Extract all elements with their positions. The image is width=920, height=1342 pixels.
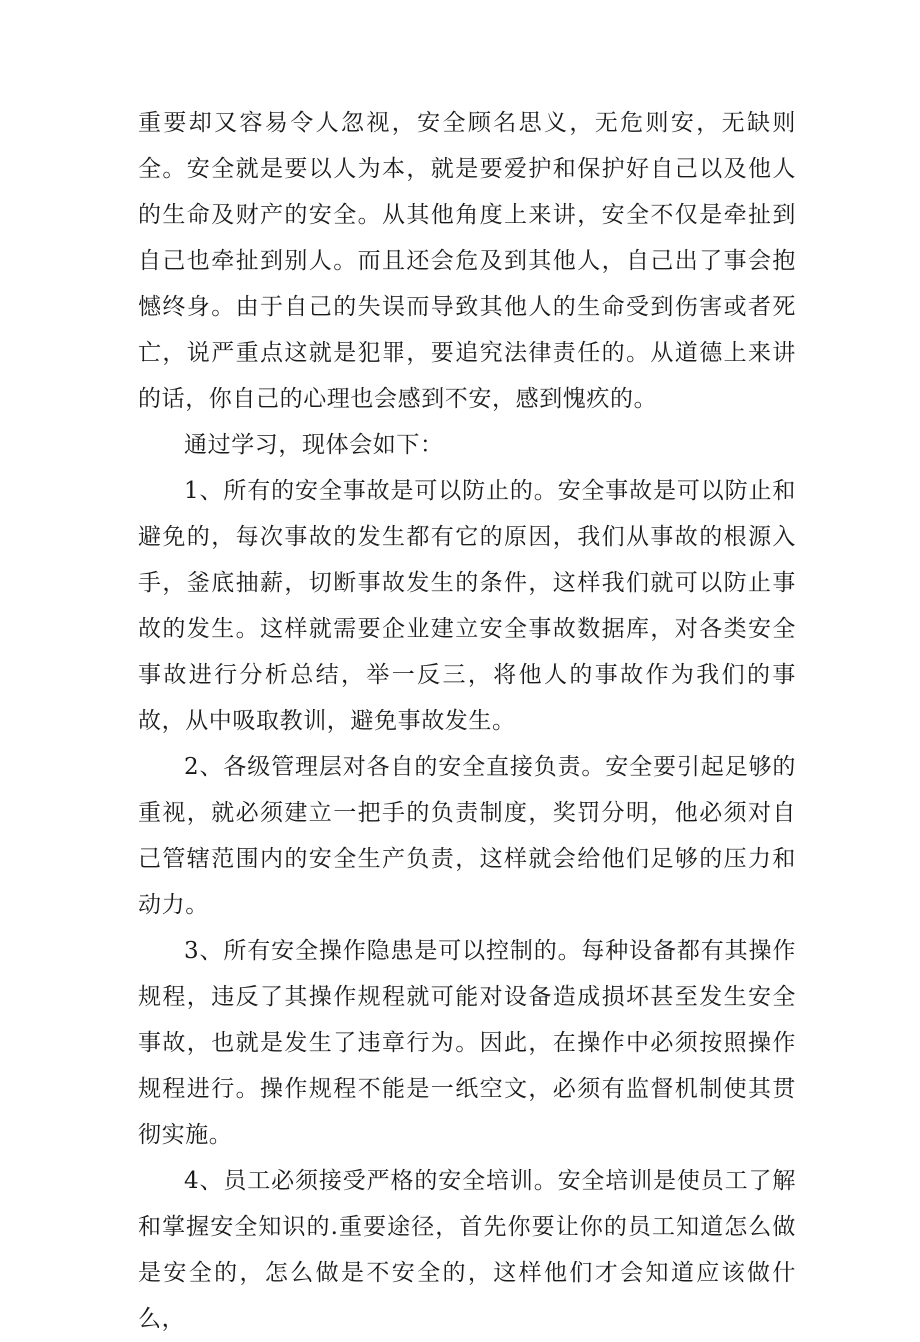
paragraph-point-4: 4、员工必须接受严格的安全培训。安全培训是使员工了解和掌握安全知识的.重要途径，首先你要让你的员工知道怎么做是安全的，怎么做是不安全的，这样他们才会知道应该做什么， (138, 1168, 796, 1332)
paragraph-continuation: 重要却又容易令人忽视，安全顾名思义，无危则安，无缺则全。安全就是要以人为本，就是要爱护和保护好自己以及他人的生命及财产的安全。从其他角度上来讲，安全不仅是牵扯到自己也牵扯到别人。而且还会危及到其他人，自己出了事会抱憾终身。由于自己的失误而导致其他人的生命受到伤害或者死亡，说严重点这就是犯罪，要追究法律责任的。从道德上来讲的话，你自己的心理也会感到不安，感到愧疚的。 (138, 110, 796, 412)
paragraph-point-3: 3、所有安全操作隐患是可以控制的。每种设备都有其操作规程，违反了其操作规程就可能对设备造成损坏甚至发生安全事故，也就是发生了违章行为。因此，在操作中必须按照操作规程进行。操作规程不能是一纸空文，必须有监督机制使其贯彻实施。 (138, 938, 796, 1148)
paragraph-point-1: 1、所有的安全事故是可以防止的。安全事故是可以防止和避免的，每次事故的发生都有它的原因，我们从事故的根源入手，釜底抽薪，切断事故发生的条件，这样我们就可以防止事故的发生。这样就需要企业建立安全事故数据库，对各类安全事故进行分析总结，举一反三，将他人的事故作为我们的事故，从中吸取教训，避免事故发生。 (138, 478, 796, 734)
paragraph-point-2: 2、各级管理层对各自的安全直接负责。安全要引起足够的重视，就必须建立一把手的负责制度，奖罚分明，他必须对自己管辖范围内的安全生产负责，这样就会给他们足够的压力和动力。 (138, 754, 796, 918)
document-body (138, 100, 796, 1342)
paragraph-intro: 通过学习，现体会如下： (184, 432, 444, 458)
